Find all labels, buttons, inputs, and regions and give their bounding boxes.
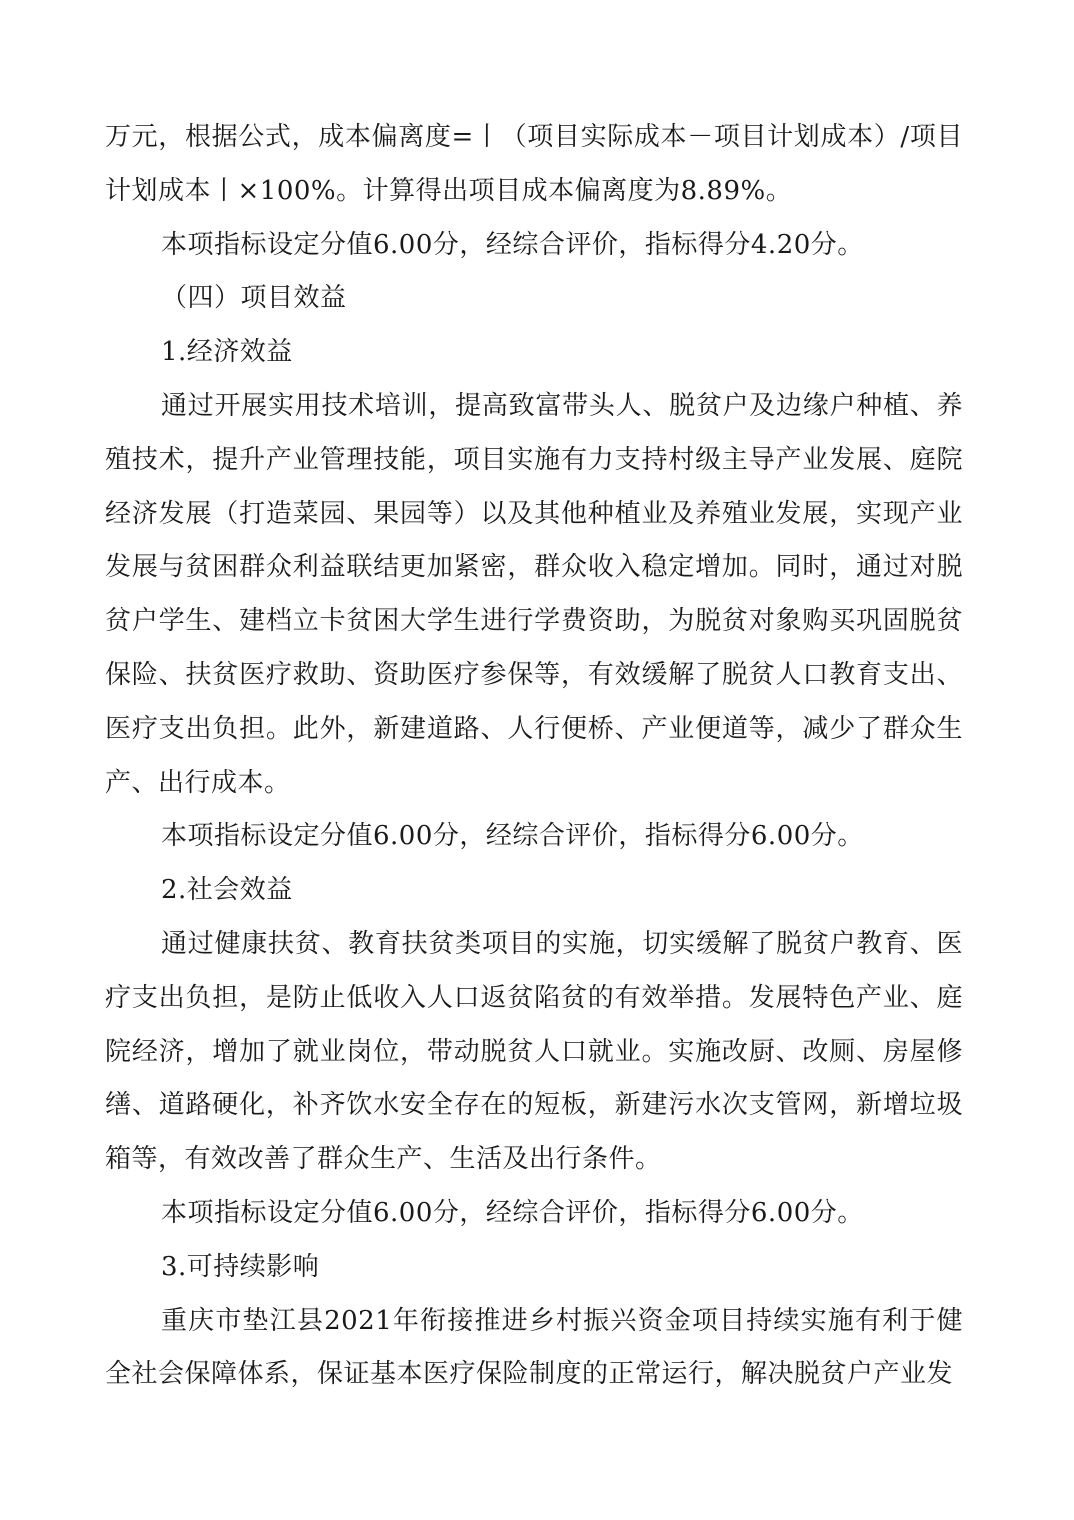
paragraph-economic-benefits: 通过开展实用技术培训，提高致富带头人、脱贫户及边缘户种植、养殖技术，提升产业管理技能，项目实施有力支持村级主导产业发展、庭院经济发展（打造菜园、果园等）以及其他种植业及养殖业发展，实现产业发展与贫困群众利益联结更加紧密，群众收入稳定增加。同时，通过对脱贫户学生、建档立卡贫困大学生进行学费资助，为脱贫对象购买巩固脱贫保险、扶贫医疗救助、资助医疗参保等，有效缓解了脱贫人口教育支出、医疗支出负担。此外，新建道路、人行便桥、产业便道等，减少了群众生产、出行成本。 <box>105 390 963 798</box>
subheading-sustainable-impact: 3.可持续影响 <box>161 1251 320 1282</box>
paragraph-score-cost: 本项指标设定分值6.00分，经综合评价，指标得分4.20分。 <box>161 229 864 260</box>
document-page <box>105 111 963 1402</box>
section-heading-project-benefits: （四）项目效益 <box>161 283 347 314</box>
subheading-economic-benefits: 1.经济效益 <box>161 337 293 368</box>
subheading-social-benefits: 2.社会效益 <box>161 875 293 906</box>
paragraph-score-economic: 本项指标设定分值6.00分，经综合评价，指标得分6.00分。 <box>161 821 864 852</box>
paragraph-score-social: 本项指标设定分值6.00分，经综合评价，指标得分6.00分。 <box>161 1197 864 1228</box>
paragraph-social-benefits: 通过健康扶贫、教育扶贫类项目的实施，切实缓解了脱贫户教育、医疗支出负担，是防止低收入人口返贫陷贫的有效举措。发展特色产业、庭院经济，增加了就业岗位，带动脱贫人口就业。实施改厨、改厕、房屋修缮、道路硬化，补齐饮水安全存在的短板，新建污水次支管网，新增垃圾箱等，有效改善了群众生产、生活及出行条件。 <box>105 928 963 1175</box>
paragraph-sustainable-impact: 重庆市垫江县2021年衔接推进乡村振兴资金项目持续实施有利于健全社会保障体系，保证基本医疗保险制度的正常运行，解决脱贫户产业发 <box>105 1305 963 1390</box>
paragraph-cost-deviation: 万元，根据公式，成本偏离度=丨（项目实际成本－项目计划成本）/项目计划成本丨×100%。计算得出项目成本偏离度为8.89%。 <box>105 122 963 206</box>
